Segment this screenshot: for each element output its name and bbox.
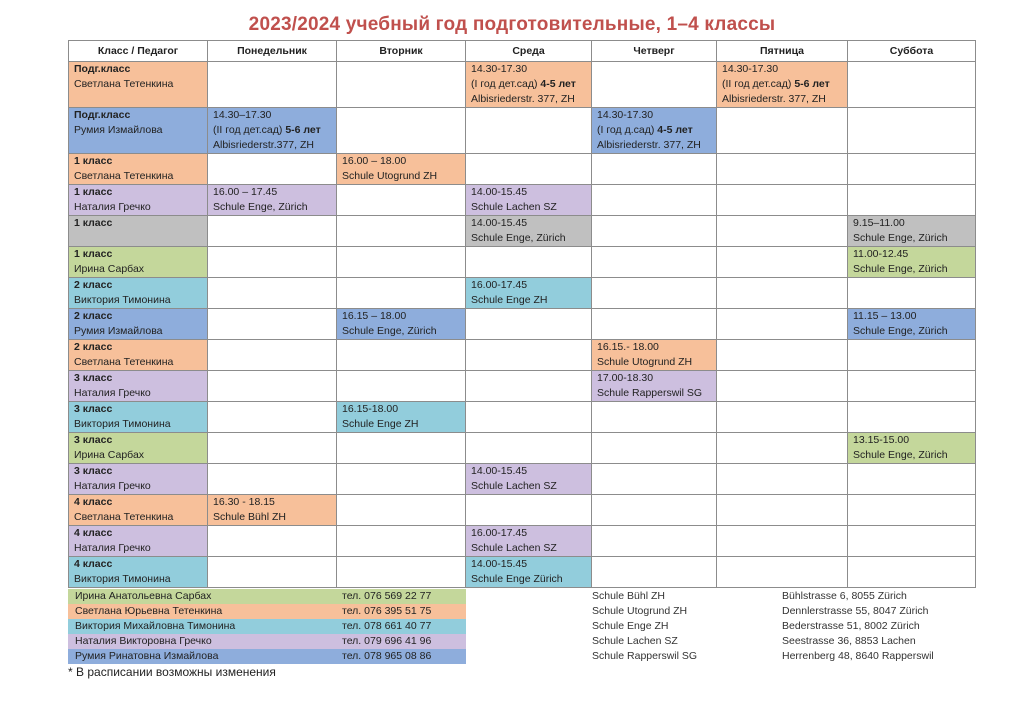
cell-text-line: Schule Bühl ZH: [213, 511, 286, 523]
cell-text-line: 14.30–17.30: [213, 109, 272, 121]
class-teacher-cell: [69, 495, 208, 526]
lesson-cell-tuesday: [337, 402, 466, 433]
teacher-contacts: [68, 589, 466, 664]
teacher-name: Наталия Гречко: [74, 480, 151, 492]
class-name: 4 класс: [74, 558, 113, 570]
cell-text-line: 14.00-15.45: [471, 186, 528, 198]
teacher-phone: тел. 078 661 40 77: [342, 620, 432, 632]
empty-cell-tuesday: [337, 108, 466, 154]
school-name: Schule Rapperswil SG: [592, 650, 698, 662]
school-address: Bühlstrasse 6, 8055 Zürich: [782, 590, 907, 602]
cell-text-part: (II год дет.сад): [722, 78, 795, 90]
school-address: Seestrasse 36, 8853 Lachen: [782, 635, 916, 647]
teacher-phone: тел. 078 965 08 86: [342, 650, 432, 662]
lesson-cell-wednesday: [466, 526, 592, 557]
lesson-cell-thursday: [592, 340, 717, 371]
cell-text-line: Albisriederstr. 377, ZH: [722, 93, 826, 105]
empty-cell-saturday: [848, 154, 976, 185]
schedule-row: [69, 464, 976, 495]
empty-cell-saturday: [848, 185, 976, 216]
empty-cell-tuesday: [337, 247, 466, 278]
empty-cell-tuesday: [337, 371, 466, 402]
cell-text-line: [471, 77, 586, 92]
teacher-contact-row: [68, 619, 466, 634]
school-name: Schule Utogrund ZH: [592, 605, 688, 617]
age-label: 4-5 лет: [657, 124, 693, 136]
lesson-cell-wednesday: [466, 216, 592, 247]
cell-text-line: Albisriederstr. 377, ZH: [597, 139, 701, 151]
lesson-cell-wednesday: [466, 62, 592, 108]
header-friday: Пятница: [717, 41, 848, 62]
teacher-name: Ирина Сарбах: [74, 449, 145, 461]
class-teacher-cell: [69, 216, 208, 247]
schedule-row: [69, 433, 976, 464]
teacher-name: Светлана Тетенкина: [74, 511, 174, 523]
class-teacher-cell: [69, 526, 208, 557]
cell-text-line: 13.15-15.00: [853, 434, 910, 446]
lesson-cell-thursday: [592, 108, 717, 154]
empty-cell-friday: [717, 340, 848, 371]
age-label: 5-6 лет: [285, 124, 321, 136]
empty-cell-thursday: [592, 433, 717, 464]
cell-text-part: (I год д.сад): [597, 124, 658, 136]
cell-text-line: 14.30-17.30: [471, 63, 528, 75]
empty-cell-tuesday: [337, 216, 466, 247]
class-name: 2 класс: [74, 341, 113, 353]
lesson-cell-saturday: [848, 216, 976, 247]
class-teacher-cell: [69, 433, 208, 464]
empty-cell-monday: [208, 340, 337, 371]
class-name: Подг.класс: [74, 109, 131, 121]
empty-cell-tuesday: [337, 557, 466, 588]
cell-text-line: 16.00-17.45: [471, 279, 528, 291]
teacher-contact-row: [68, 589, 466, 604]
teacher-contact-row: [68, 649, 466, 664]
schedule-note: * В расписании возможны изменения: [68, 665, 276, 679]
empty-cell-friday: [717, 108, 848, 154]
cell-text-line: 11.15 – 13.00: [853, 310, 917, 322]
empty-cell-friday: [717, 557, 848, 588]
cell-text-line: Schule Enge, Zürich: [853, 449, 948, 461]
empty-cell-thursday: [592, 62, 717, 108]
empty-cell-monday: [208, 278, 337, 309]
empty-cell-friday: [717, 278, 848, 309]
empty-cell-monday: [208, 402, 337, 433]
teacher-name: Светлана Тетенкина: [74, 356, 174, 368]
empty-cell-monday: [208, 433, 337, 464]
empty-cell-friday: [717, 247, 848, 278]
empty-cell-saturday: [848, 402, 976, 433]
cell-text-line: 14.30-17.30: [597, 109, 654, 121]
empty-cell-friday: [717, 154, 848, 185]
class-name: 3 класс: [74, 403, 113, 415]
teacher-name: Светлана Тетенкина: [74, 78, 174, 90]
empty-cell-thursday: [592, 185, 717, 216]
cell-text-line: Schule Enge ZH: [342, 418, 419, 430]
lesson-cell-saturday: [848, 433, 976, 464]
teacher-name: Наталия Гречко: [74, 387, 151, 399]
empty-cell-saturday: [848, 278, 976, 309]
lesson-cell-tuesday: [337, 309, 466, 340]
schedule-row: [69, 495, 976, 526]
empty-cell-tuesday: [337, 526, 466, 557]
teacher-name: Виктория Тимонина: [74, 418, 171, 430]
empty-cell-thursday: [592, 464, 717, 495]
lesson-cell-wednesday: [466, 464, 592, 495]
school-name: Schule Bühl ZH: [592, 590, 665, 602]
class-teacher-cell: [69, 309, 208, 340]
empty-cell-monday: [208, 526, 337, 557]
class-name: 1 класс: [74, 217, 113, 229]
school-row: [592, 619, 992, 634]
school-row: [592, 604, 992, 619]
page-title: 2023/2024 учебный год подготовительные, 1–4 классы: [248, 14, 776, 35]
class-teacher-cell: [69, 464, 208, 495]
lesson-cell-monday: [208, 495, 337, 526]
lesson-cell-wednesday: [466, 185, 592, 216]
class-name: 1 класс: [74, 155, 113, 167]
header-wednesday: Среда: [466, 41, 592, 62]
header-thursday: Четверг: [592, 41, 717, 62]
empty-cell-saturday: [848, 464, 976, 495]
teacher-full-name: Виктория Михайловна Тимонина: [75, 620, 236, 632]
cell-text-line: 14.00-15.45: [471, 465, 528, 477]
empty-cell-monday: [208, 371, 337, 402]
header-class-teacher: Класс / Педагог: [69, 41, 208, 62]
cell-text-line: Schule Lachen SZ: [471, 542, 557, 554]
schedule-row: [69, 526, 976, 557]
empty-cell-friday: [717, 495, 848, 526]
age-label: 4-5 лет: [540, 78, 576, 90]
schedule-row: [69, 216, 976, 247]
class-teacher-cell: [69, 185, 208, 216]
class-name: 2 класс: [74, 310, 113, 322]
teacher-phone: тел. 079 696 41 96: [342, 635, 432, 647]
class-teacher-cell: [69, 108, 208, 154]
cell-text-line: Schule Enge ZH: [471, 294, 548, 306]
cell-text-line: 16.30 - 18.15: [213, 496, 275, 508]
teacher-name: Румия Измайлова: [74, 325, 163, 337]
teacher-phone: тел. 076 569 22 77: [342, 590, 432, 602]
age-label: 5-6 лет: [794, 78, 830, 90]
cell-text-line: Schule Utogrund ZH: [597, 356, 693, 368]
school-addresses: [592, 589, 992, 664]
schedule-row: [69, 62, 976, 108]
cell-text-line: 9.15–11.00: [853, 217, 905, 229]
schedule-body: [69, 62, 976, 588]
school-row: [592, 649, 992, 664]
cell-text-line: [213, 123, 331, 138]
cell-text-line: [722, 77, 842, 92]
class-name: Подг.класс: [74, 63, 131, 75]
class-teacher-cell: [69, 247, 208, 278]
empty-cell-monday: [208, 464, 337, 495]
school-address: Bederstrasse 51, 8002 Zürich: [782, 620, 920, 632]
cell-text-line: Schule Enge, Zürich: [853, 263, 948, 275]
cell-text-line: 16.00 – 18.00: [342, 155, 407, 167]
school-row: [592, 634, 992, 649]
empty-cell-friday: [717, 309, 848, 340]
teacher-name: Наталия Гречко: [74, 542, 151, 554]
class-name: 1 класс: [74, 186, 113, 198]
cell-text-line: Schule Enge, Zürich: [853, 232, 948, 244]
empty-cell-tuesday: [337, 433, 466, 464]
cell-text-line: [597, 123, 711, 138]
teacher-name: Виктория Тимонина: [74, 573, 171, 585]
lesson-cell-wednesday: [466, 278, 592, 309]
header-monday: Понедельник: [208, 41, 337, 62]
teacher-name: Ирина Сарбах: [74, 263, 145, 275]
empty-cell-tuesday: [337, 62, 466, 108]
teacher-full-name: Светлана Юрьевна Тетенкина: [75, 605, 223, 617]
class-name: 4 класс: [74, 527, 113, 539]
school-address: Dennlerstrasse 55, 8047 Zürich: [782, 605, 929, 617]
cell-text-line: Schule Utogrund ZH: [342, 170, 438, 182]
empty-cell-tuesday: [337, 340, 466, 371]
lesson-cell-monday: [208, 108, 337, 154]
schedule-row: [69, 340, 976, 371]
teacher-name: Виктория Тимонина: [74, 294, 171, 306]
empty-cell-friday: [717, 402, 848, 433]
cell-text-line: Schule Enge Zürich: [471, 573, 563, 585]
class-name: 2 класс: [74, 279, 113, 291]
empty-cell-thursday: [592, 526, 717, 557]
empty-cell-thursday: [592, 154, 717, 185]
empty-cell-wednesday: [466, 247, 592, 278]
lesson-cell-saturday: [848, 309, 976, 340]
cell-text-part: (I год дет.сад): [471, 78, 541, 90]
school-row: [592, 589, 992, 604]
cell-text-line: 14.00-15.45: [471, 558, 528, 570]
empty-cell-wednesday: [466, 340, 592, 371]
cell-text-line: Schule Rapperswil SG: [597, 387, 703, 399]
empty-cell-friday: [717, 433, 848, 464]
schedule-row: [69, 371, 976, 402]
empty-cell-friday: [717, 371, 848, 402]
empty-cell-thursday: [592, 557, 717, 588]
teacher-full-name: Румия Ринатовна Измайлова: [75, 650, 219, 662]
schedule-row: [69, 247, 976, 278]
header-saturday: Суббота: [848, 41, 976, 62]
cell-text-line: Albisriederstr. 377, ZH: [471, 93, 575, 105]
cell-text-line: 14.00-15.45: [471, 217, 528, 229]
lesson-cell-friday: [717, 62, 848, 108]
empty-cell-saturday: [848, 526, 976, 557]
cell-text-line: 16.15-18.00: [342, 403, 399, 415]
empty-cell-wednesday: [466, 309, 592, 340]
empty-cell-wednesday: [466, 433, 592, 464]
class-teacher-cell: [69, 154, 208, 185]
class-teacher-cell: [69, 557, 208, 588]
empty-cell-tuesday: [337, 278, 466, 309]
header-tuesday: Вторник: [337, 41, 466, 62]
teacher-name: Светлана Тетенкина: [74, 170, 174, 182]
empty-cell-thursday: [592, 402, 717, 433]
school-address: Herrenberg 48, 8640 Rapperswil: [782, 650, 934, 662]
cell-text-line: 11.00-12.45: [853, 248, 909, 260]
class-name: 1 класс: [74, 248, 113, 260]
cell-text-line: 14.30-17.30: [722, 63, 779, 75]
header-row: [69, 41, 976, 62]
lesson-cell-thursday: [592, 371, 717, 402]
empty-cell-tuesday: [337, 185, 466, 216]
empty-cell-saturday: [848, 340, 976, 371]
empty-cell-monday: [208, 309, 337, 340]
empty-cell-monday: [208, 62, 337, 108]
empty-cell-saturday: [848, 557, 976, 588]
empty-cell-tuesday: [337, 464, 466, 495]
class-name: 3 класс: [74, 434, 113, 446]
class-teacher-cell: [69, 340, 208, 371]
class-name: 3 класс: [74, 372, 113, 384]
empty-cell-monday: [208, 216, 337, 247]
cell-text-line: Albisriederstr.377, ZH: [213, 139, 314, 151]
empty-cell-friday: [717, 185, 848, 216]
cell-text-line: 16.00-17.45: [471, 527, 528, 539]
teacher-contact-row: [68, 604, 466, 619]
lesson-cell-wednesday: [466, 557, 592, 588]
cell-text-line: 16.00 – 17.45: [213, 186, 278, 198]
empty-cell-thursday: [592, 247, 717, 278]
empty-cell-friday: [717, 216, 848, 247]
empty-cell-thursday: [592, 278, 717, 309]
cell-text-part: (II год дет.сад): [213, 124, 286, 136]
schedule-row: [69, 402, 976, 433]
cell-text-line: 16.15.- 18.00: [597, 341, 659, 353]
teacher-full-name: Ирина Анатольевна Сарбах: [75, 590, 212, 602]
class-name: 4 класс: [74, 496, 113, 508]
empty-cell-friday: [717, 526, 848, 557]
teacher-phone: тел. 076 395 51 75: [342, 605, 432, 617]
class-teacher-cell: [69, 371, 208, 402]
empty-cell-wednesday: [466, 495, 592, 526]
schedule-table: [68, 40, 976, 588]
teacher-contact-row: [68, 634, 466, 649]
empty-cell-monday: [208, 557, 337, 588]
empty-cell-saturday: [848, 371, 976, 402]
empty-cell-wednesday: [466, 108, 592, 154]
class-teacher-cell: [69, 62, 208, 108]
cell-text-line: Schule Lachen SZ: [471, 201, 557, 213]
cell-text-line: Schule Enge, Zürich: [471, 232, 566, 244]
school-name: Schule Enge ZH: [592, 620, 669, 632]
cell-text-line: 16.15 – 18.00: [342, 310, 407, 322]
empty-cell-wednesday: [466, 154, 592, 185]
empty-cell-saturday: [848, 108, 976, 154]
empty-cell-thursday: [592, 495, 717, 526]
class-teacher-cell: [69, 278, 208, 309]
schedule-row: [69, 557, 976, 588]
lesson-cell-monday: [208, 185, 337, 216]
schedule-row: [69, 185, 976, 216]
empty-cell-wednesday: [466, 402, 592, 433]
schedule-row: [69, 108, 976, 154]
empty-cell-monday: [208, 154, 337, 185]
empty-cell-monday: [208, 247, 337, 278]
empty-cell-thursday: [592, 309, 717, 340]
school-name: Schule Lachen SZ: [592, 635, 678, 647]
lesson-cell-saturday: [848, 247, 976, 278]
empty-cell-saturday: [848, 495, 976, 526]
empty-cell-wednesday: [466, 371, 592, 402]
empty-cell-tuesday: [337, 495, 466, 526]
teacher-name: Наталия Гречко: [74, 201, 151, 213]
teacher-full-name: Наталия Викторовна Гречко: [75, 635, 212, 647]
schedule-row: [69, 154, 976, 185]
schedule-row: [69, 278, 976, 309]
empty-cell-saturday: [848, 62, 976, 108]
schedule-row: [69, 309, 976, 340]
teacher-name: Румия Измайлова: [74, 124, 163, 136]
lesson-cell-tuesday: [337, 154, 466, 185]
cell-text-line: Schule Enge, Zürich: [342, 325, 437, 337]
cell-text-line: Schule Enge, Zürich: [853, 325, 948, 337]
cell-text-line: Schule Enge, Zürich: [213, 201, 308, 213]
cell-text-line: Schule Lachen SZ: [471, 480, 557, 492]
class-name: 3 класс: [74, 465, 113, 477]
empty-cell-friday: [717, 464, 848, 495]
class-teacher-cell: [69, 402, 208, 433]
empty-cell-thursday: [592, 216, 717, 247]
cell-text-line: 17.00-18.30: [597, 372, 654, 384]
